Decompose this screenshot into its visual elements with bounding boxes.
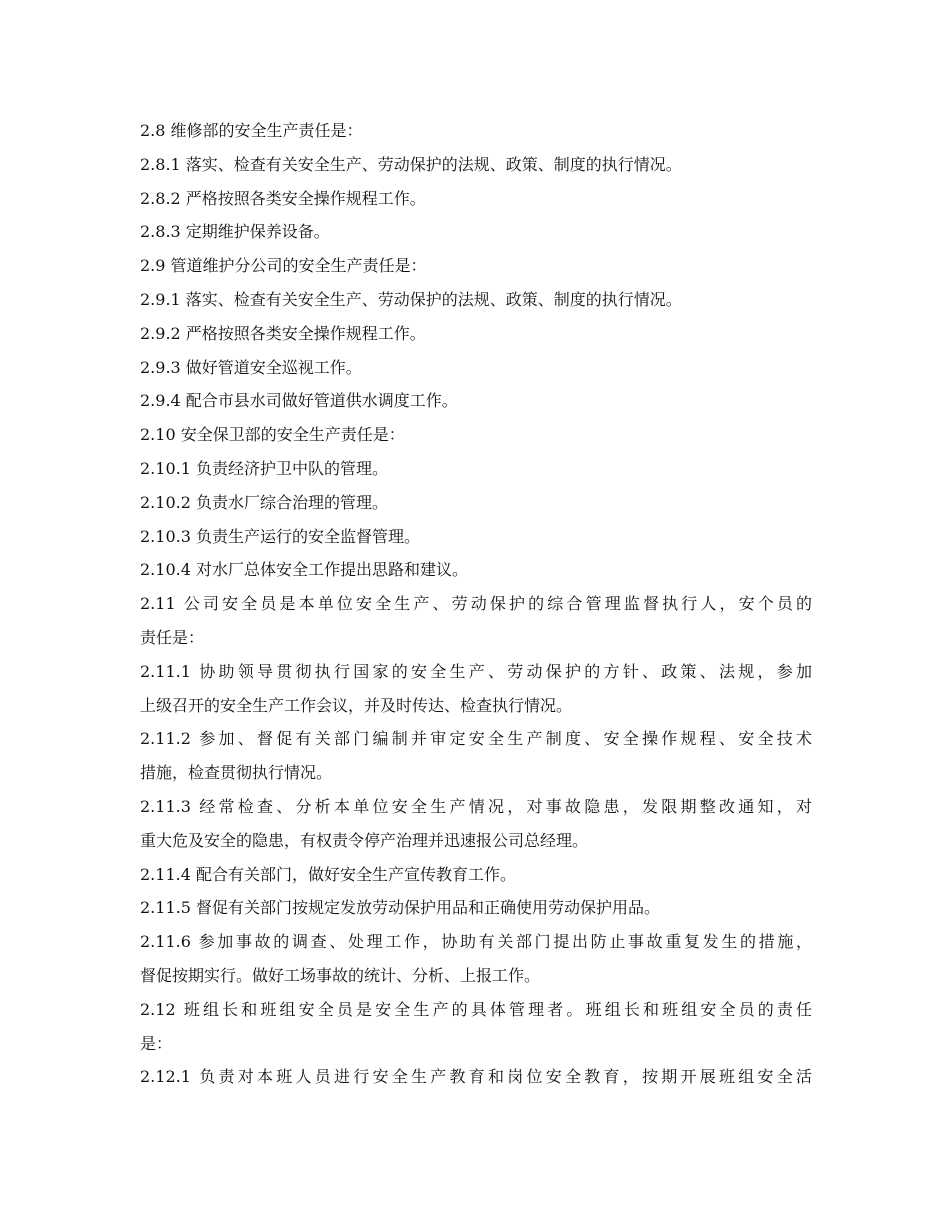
text-line: 2.11.4 配合有关部门，做好安全生产宣传教育工作。 — [140, 864, 516, 884]
text-line: 2.12 班组长和班组安全员是安全生产的具体管理者。班组长和班组安全员的责任 — [140, 999, 812, 1019]
text-line: 2.8.2 严格按照各类安全操作规程工作。 — [140, 188, 426, 208]
text-line: 2.12.1 负责对本班人员进行安全生产教育和岗位安全教育，按期开展班组安全活 — [140, 1067, 812, 1087]
text-line: 2.9.2 严格按照各类安全操作规程工作。 — [140, 323, 426, 343]
text-line: 2.9.1 落实、检查有关安全生产、劳动保护的法规、政策、制度的执行情况。 — [140, 289, 682, 309]
text-line: 2.11.5 督促有关部门按规定发放劳动保护用品和正确使用劳动保护用品。 — [140, 898, 660, 918]
text-line: 2.8 维修部的安全生产责任是： — [140, 121, 363, 140]
text-line: 2.11 公司安全员是本单位安全生产、劳动保护的综合管理监督执行人，安个员的 — [140, 594, 812, 614]
document-body — [140, 114, 812, 1094]
text-line: 2.9.3 做好管道安全巡视工作。 — [140, 357, 362, 377]
text-line: 2.10.1 负责经济护卫中队的管理。 — [140, 458, 388, 478]
text-line: 2.10.4 对水厂总体安全工作提出思路和建议。 — [140, 560, 468, 580]
text-line: 2.8.1 落实、检查有关安全生产、劳动保护的法规、政策、制度的执行情况。 — [140, 154, 682, 174]
text-line: 责任是： — [140, 627, 205, 647]
text-line: 2.11.6 参加事故的调查、处理工作，协助有关部门提出防止事故重复发生的措施， — [140, 932, 812, 952]
text-line: 2.9.4 配合市县水司做好管道供水调度工作。 — [140, 391, 458, 411]
text-line: 是： — [140, 1033, 173, 1053]
text-line: 2.10 安全保卫部的安全生产责任是： — [140, 425, 405, 445]
text-line: 2.9 管道维护分公司的安全生产责任是： — [140, 256, 427, 276]
text-line: 2.10.3 负责生产运行的安全监督管理。 — [140, 526, 420, 546]
text-line: 措施，检查贯彻执行情况。 — [140, 763, 333, 783]
text-line: 2.8.3 定期维护保养设备。 — [140, 222, 330, 242]
text-line: 2.11.3 经常检查、分析本单位安全生产情况，对事故隐患，发限期整改通知，对 — [140, 796, 812, 816]
text-line: 2.10.2 负责水厂综合治理的管理。 — [140, 492, 388, 512]
text-line: 上级召开的安全生产工作会议，并及时传达、检查执行情况。 — [140, 695, 573, 715]
text-line: 重大危及安全的隐患，有权责令停产治理并迅速报公司总经理。 — [140, 830, 589, 850]
text-line: 2.11.1 协助领导贯彻执行国家的安全生产、劳动保护的方针、政策、法规，参加 — [140, 661, 812, 681]
text-line: 2.11.2 参加、督促有关部门编制并审定安全生产制度、安全操作规程、安全技术 — [140, 729, 812, 749]
text-line: 督促按期实行。做好工场事故的统计、分析、上报工作。 — [140, 965, 541, 985]
